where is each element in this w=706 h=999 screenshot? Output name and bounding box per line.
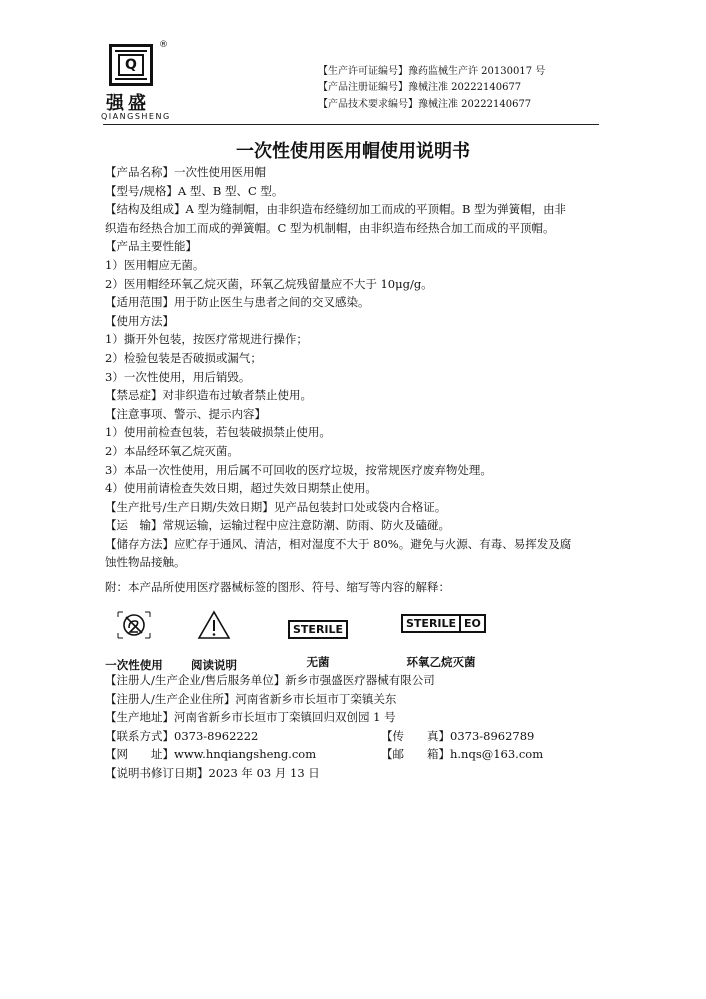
- contact-website: 【网 址】www.hnqiangsheng.com: [105, 747, 317, 762]
- body-line: 1）医用帽应无菌。: [105, 257, 205, 272]
- contact-row: [105, 727, 605, 746]
- warning-triangle-icon: [194, 608, 234, 642]
- body-line: 【储存方法】应贮存于通风、清洁，相对湿度不大于 80%。避免与火源、有毒、易挥发及腐: [105, 536, 572, 551]
- license-line: 【产品技术要求编号】豫械注准 20222140677: [318, 99, 532, 110]
- sterile-icon: STERILE: [288, 620, 348, 639]
- symbol-single-use: [103, 608, 165, 673]
- logo-letter: Q: [125, 57, 137, 73]
- company-info: [105, 671, 605, 783]
- footer-line: 【生产地址】河南省新乡市长垣市丁栾镇回归双创园 1 号: [105, 710, 396, 725]
- license-line: 【生产许可证编号】豫药监械生产许 20130017 号: [318, 66, 546, 77]
- symbol-label: 环氧乙烷灭菌: [406, 655, 476, 669]
- body-line: 1）使用前检查包装，若包装破损禁止使用。: [105, 425, 331, 440]
- body-line: 2）本品经环氧乙烷灭菌。: [105, 443, 239, 458]
- registered-mark: ®: [159, 40, 168, 50]
- symbol-label: 无菌: [306, 655, 330, 669]
- body-line: 织造布经热合加工而成的弹簧帽。C 型为机制帽，由非织造布经热合加工而成的平顶帽。: [105, 220, 555, 235]
- symbols-note: 附：本产品所使用医疗器械标签的图形、符号、缩写等内容的解释：: [105, 580, 450, 595]
- contact-email: 【邮 箱】h.nqs@163.com: [381, 747, 544, 762]
- contact-fax: 【传 真】0373-8962789: [381, 728, 535, 743]
- footer-line: 【注册人/生产企业住所】河南省新乡市长垣市丁栾镇关东: [105, 691, 397, 706]
- footer-line: 【注册人/生产企业/售后服务单位】新乡市强盛医疗器械有限公司: [105, 673, 435, 687]
- license-line: 【产品注册证编号】豫械注准 20222140677: [318, 82, 522, 93]
- body-line: 【运 输】常规运输，运输过程中应注意防潮、防雨、防火及磕碰。: [105, 518, 450, 533]
- body-line: 【生产批号/生产日期/失效日期】见产品包装封口处或袋内合格证。: [105, 499, 447, 514]
- symbol-label: 阅读说明: [191, 658, 237, 672]
- sterile-eo-icon: STERILE EO: [401, 614, 486, 633]
- body-line: 4）使用前请检查失效日期，超过失效日期禁止使用。: [105, 481, 377, 496]
- body-line: 【型号/规格】A 型、B 型、C 型。: [105, 183, 284, 198]
- body-line: 1）撕开外包装，按医疗常规进行操作；: [105, 332, 308, 347]
- brand-name-en: QIANGSHENG: [101, 112, 171, 121]
- body-line: 3）本品一次性使用，用后属不可回收的医疗垃圾，按常规医疗废弃物处理。: [105, 462, 492, 477]
- body-line: 蚀性物品接触。: [105, 555, 186, 570]
- document-title: 一次性使用医用帽使用说明书: [236, 141, 470, 162]
- instructions-body: [105, 163, 605, 597]
- body-line: 【产品名称】一次性使用医用帽: [105, 165, 266, 179]
- symbol-sterile: [288, 620, 348, 670]
- body-line: 3）一次性使用，用后销毁。: [105, 369, 251, 384]
- body-line: 2）检验包装是否破损或漏气；: [105, 350, 262, 365]
- body-line: 【产品主要性能】: [105, 239, 197, 254]
- do-not-reuse-icon: [114, 608, 154, 642]
- symbols-row: [103, 608, 523, 678]
- symbol-eo-sterile: [401, 614, 481, 670]
- revision-date: 【说明书修订日期】2023 年 03 月 13 日: [105, 765, 320, 780]
- body-line: 2）医用帽经环氧乙烷灭菌，环氧乙烷残留量应不大于 10μg/g。: [105, 276, 433, 291]
- body-line: 【使用方法】: [105, 313, 174, 328]
- brand-name-cn: 强盛: [106, 93, 150, 114]
- symbol-label: 一次性使用: [105, 658, 163, 672]
- header-divider: [103, 124, 599, 125]
- contact-row: [105, 745, 605, 764]
- body-line: 【禁忌症】对非织造布过敏者禁止使用。: [105, 388, 312, 403]
- symbol-read-instructions: [183, 608, 245, 673]
- body-line: 【结构及组成】A 型为缝制帽，由非织造布经缝纫加工而成的平顶帽。B 型为弹簧帽，由非: [105, 202, 567, 217]
- body-line: 【适用范围】用于防止医生与患者之间的交叉感染。: [105, 295, 370, 310]
- logo-frame: [109, 44, 153, 86]
- contact-phone: 【联系方式】0373-8962222: [105, 728, 259, 743]
- body-line: 【注意事项、警示、提示内容】: [105, 406, 266, 421]
